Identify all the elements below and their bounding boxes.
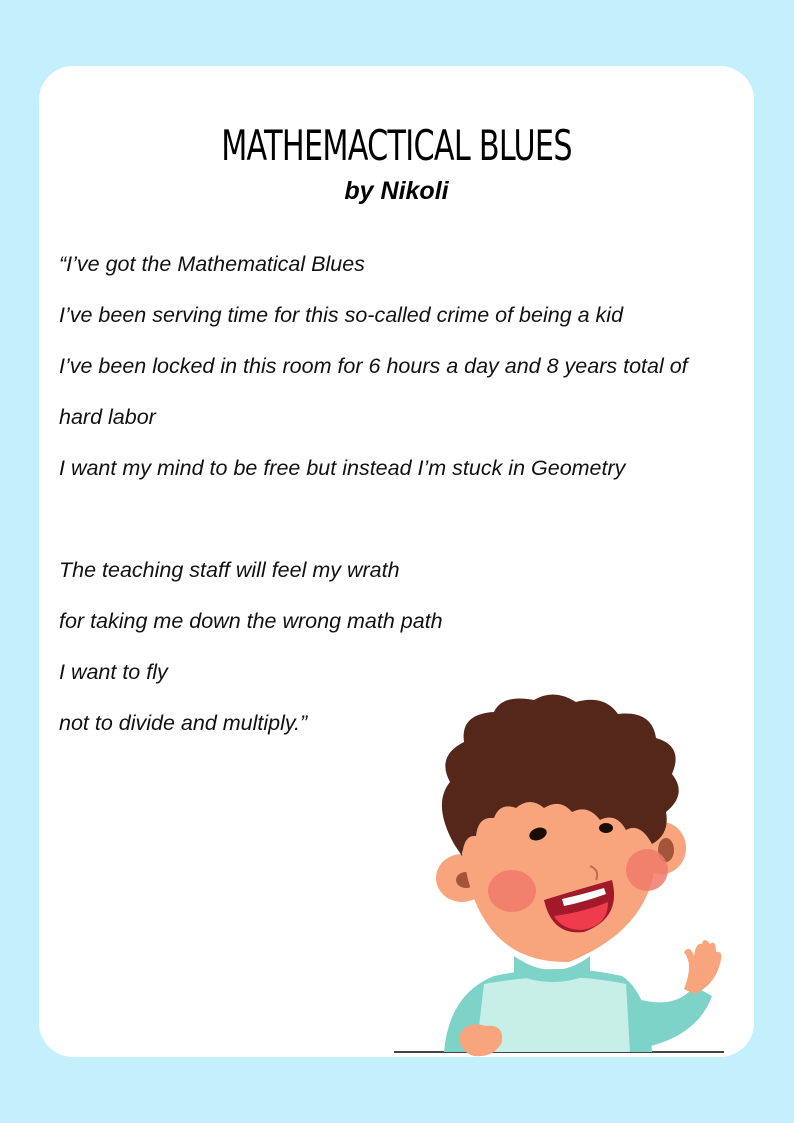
waving-boy-illustration: [394, 694, 724, 1057]
poem-line: hard labor: [59, 405, 156, 429]
poem-line: for taking me down the wrong math path: [59, 609, 443, 633]
poem-body: [59, 244, 749, 754]
poem-line: not to divide and multiply.”: [59, 711, 308, 735]
poem-line: The teaching staff will feel my wrath: [59, 558, 400, 582]
poem-author: by Nikoli: [344, 177, 449, 205]
poem-title: MATHEMACTICAL BLUES: [221, 121, 572, 170]
poem-card: [39, 66, 754, 1057]
poem-line: I want my mind to be free but instead I’m stuck in Geometry: [59, 456, 626, 480]
poem-line: I’ve been locked in this room for 6 hours a day and 8 years total of: [59, 354, 688, 378]
stanza-break: [59, 499, 749, 550]
poem-line: “I’ve got the Mathematical Blues: [59, 252, 365, 276]
right-eye: [599, 823, 613, 833]
poem-line: I’ve been serving time for this so-called crime of being a kid: [59, 303, 624, 327]
right-cheek: [626, 849, 668, 891]
left-cheek: [488, 870, 536, 912]
poem-line: I want to fly: [59, 660, 168, 684]
